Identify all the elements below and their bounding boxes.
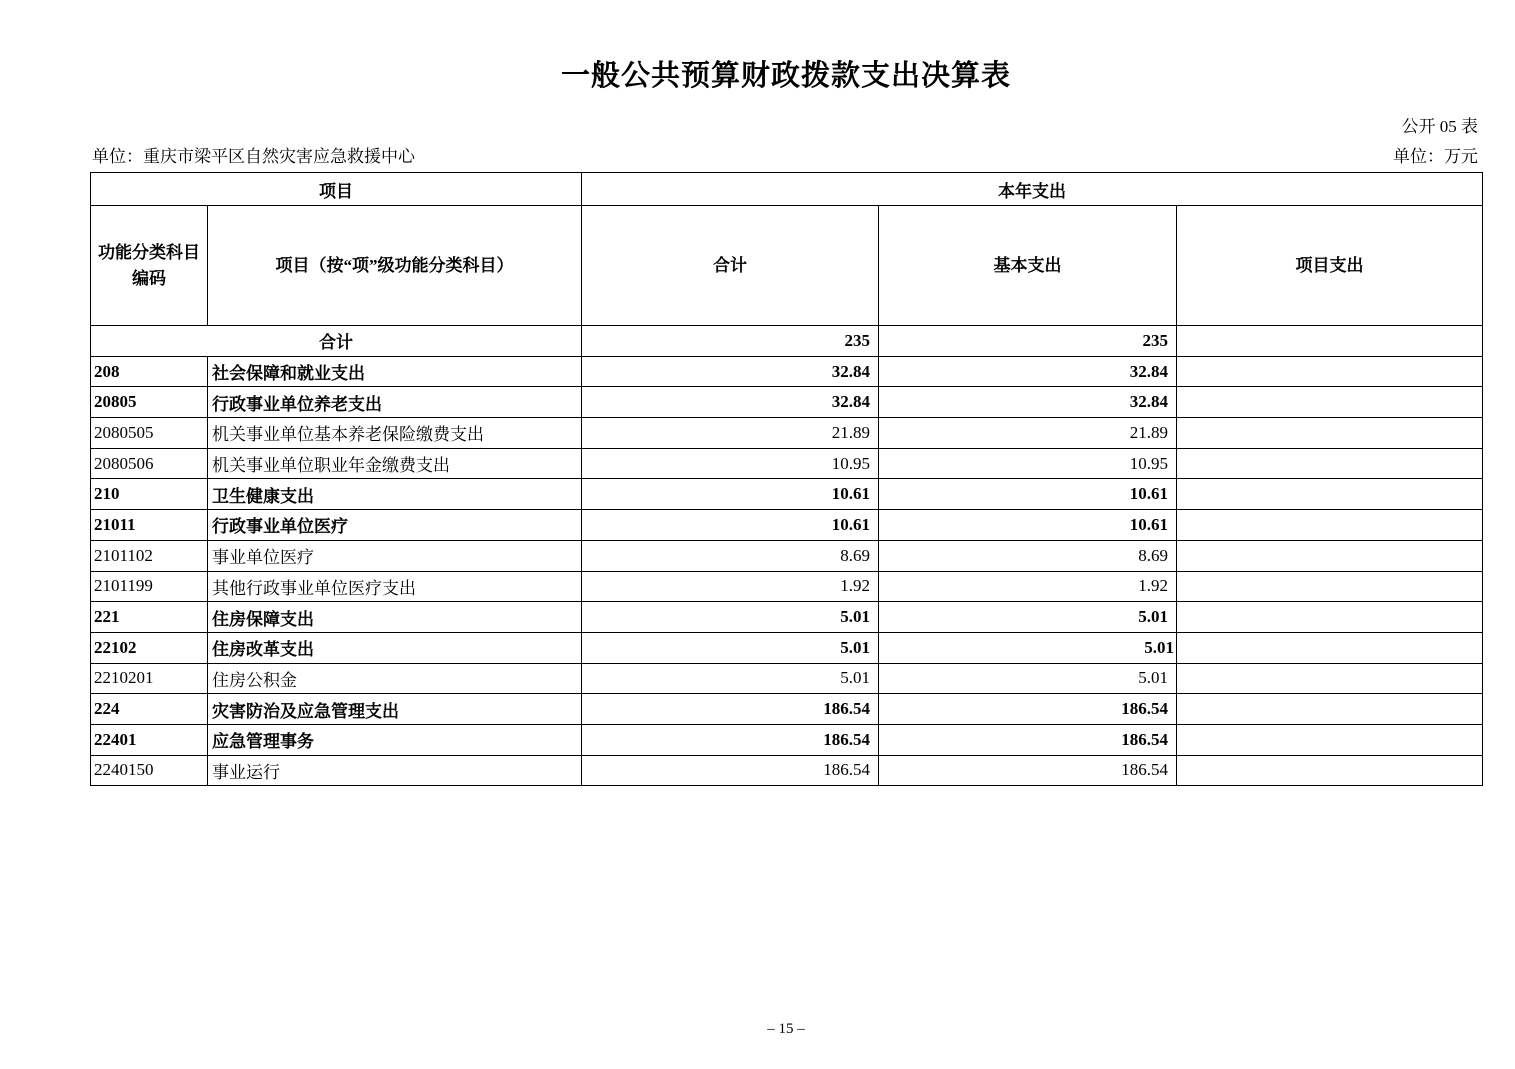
cell-code: 210 xyxy=(91,479,208,510)
cell-name: 合计 xyxy=(91,326,582,357)
table-row xyxy=(91,602,1483,633)
table-row xyxy=(91,479,1483,510)
cell-project xyxy=(1177,663,1483,694)
cell-basic: 10.61 xyxy=(879,510,1177,541)
cell-code: 2101102 xyxy=(91,540,208,571)
cell-total: 5.01 xyxy=(582,632,879,663)
expenditure-table xyxy=(90,172,1483,786)
table-row xyxy=(91,694,1483,725)
cell-name: 住房保障支出 xyxy=(208,602,582,633)
cell-code: 2240150 xyxy=(91,755,208,786)
cell-project xyxy=(1177,326,1483,357)
cell-project xyxy=(1177,602,1483,633)
table-row xyxy=(91,663,1483,694)
cell-code: 22102 xyxy=(91,632,208,663)
table-row xyxy=(91,326,1483,357)
cell-code: 20805 xyxy=(91,387,208,418)
table-row xyxy=(91,448,1483,479)
cell-code: 21011 xyxy=(91,510,208,541)
table-row xyxy=(91,571,1483,602)
cell-total: 235 xyxy=(582,326,879,357)
cell-project xyxy=(1177,724,1483,755)
col-header-code-line2: 编码 xyxy=(132,268,166,288)
cell-name: 应急管理事务 xyxy=(208,724,582,755)
unit-name: 单位：重庆市梁平区自然灾害应急救援中心 xyxy=(92,147,415,166)
cell-total: 10.61 xyxy=(582,479,879,510)
cell-code: 2210201 xyxy=(91,663,208,694)
cell-total: 10.95 xyxy=(582,448,879,479)
cell-name: 事业运行 xyxy=(208,755,582,786)
header-row-columns xyxy=(91,206,1483,326)
cell-project xyxy=(1177,694,1483,725)
cell-name: 住房改革支出 xyxy=(208,632,582,663)
cell-name: 事业单位医疗 xyxy=(208,540,582,571)
doc-label: 公开 05 表 xyxy=(1401,117,1478,136)
cell-name: 灾害防治及应急管理支出 xyxy=(208,694,582,725)
col-header-project-name: 项目（按“项”级功能分类科目） xyxy=(208,206,582,326)
table-row xyxy=(91,755,1483,786)
table-row xyxy=(91,510,1483,541)
cell-code: 208 xyxy=(91,356,208,387)
cell-total: 5.01 xyxy=(582,602,879,633)
cell-basic: 186.54 xyxy=(879,694,1177,725)
col-group-project: 项目 xyxy=(91,173,582,206)
cell-project xyxy=(1177,387,1483,418)
cell-code: 2101199 xyxy=(91,571,208,602)
cell-name: 其他行政事业单位医疗支出 xyxy=(208,571,582,602)
cell-code: 221 xyxy=(91,602,208,633)
cell-name: 机关事业单位基本养老保险缴费支出 xyxy=(208,418,582,449)
table-row xyxy=(91,356,1483,387)
cell-project xyxy=(1177,448,1483,479)
cell-project xyxy=(1177,571,1483,602)
col-header-total: 合计 xyxy=(582,206,879,326)
cell-name: 机关事业单位职业年金缴费支出 xyxy=(208,448,582,479)
cell-name: 社会保障和就业支出 xyxy=(208,356,582,387)
cell-project xyxy=(1177,418,1483,449)
cell-basic: 32.84 xyxy=(879,356,1177,387)
cell-name: 卫生健康支出 xyxy=(208,479,582,510)
cell-total: 8.69 xyxy=(582,540,879,571)
cell-total: 21.89 xyxy=(582,418,879,449)
cell-total: 186.54 xyxy=(582,694,879,725)
cell-code: 224 xyxy=(91,694,208,725)
table-row xyxy=(91,387,1483,418)
cell-basic: 10.95 xyxy=(879,448,1177,479)
cell-total: 186.54 xyxy=(582,724,879,755)
cell-basic: 186.54 xyxy=(879,724,1177,755)
cell-basic: 10.61 xyxy=(879,479,1177,510)
cell-total: 1.92 xyxy=(582,571,879,602)
cell-name: 行政事业单位养老支出 xyxy=(208,387,582,418)
cell-project xyxy=(1177,540,1483,571)
table-row xyxy=(91,724,1483,755)
table-row xyxy=(91,540,1483,571)
page-title: 一般公共预算财政拨款支出决算表 xyxy=(560,60,1011,92)
table-row xyxy=(91,632,1483,663)
cell-total: 186.54 xyxy=(582,755,879,786)
header-row-groups xyxy=(91,173,1483,206)
cell-basic: 5.01 xyxy=(879,602,1177,633)
col-header-code-line1: 功能分类科目 xyxy=(98,242,200,262)
cell-basic: 8.69 xyxy=(879,540,1177,571)
cell-name: 住房公积金 xyxy=(208,663,582,694)
cell-basic: 235 xyxy=(879,326,1177,357)
cell-basic: 5.01 xyxy=(879,632,1177,663)
cell-project xyxy=(1177,479,1483,510)
col-group-year-expense: 本年支出 xyxy=(582,173,1483,206)
cell-total: 10.61 xyxy=(582,510,879,541)
cell-project xyxy=(1177,632,1483,663)
col-header-code xyxy=(91,206,208,326)
cell-project xyxy=(1177,755,1483,786)
col-header-project-expense: 项目支出 xyxy=(1177,206,1483,326)
cell-basic: 1.92 xyxy=(879,571,1177,602)
cell-project xyxy=(1177,356,1483,387)
cell-project xyxy=(1177,510,1483,541)
cell-basic: 21.89 xyxy=(879,418,1177,449)
col-header-basic: 基本支出 xyxy=(879,206,1177,326)
table-row xyxy=(91,418,1483,449)
cell-total: 32.84 xyxy=(582,387,879,418)
cell-code: 2080505 xyxy=(91,418,208,449)
page-number: – 15 – xyxy=(767,1021,805,1037)
cell-basic: 186.54 xyxy=(879,755,1177,786)
cell-code: 22401 xyxy=(91,724,208,755)
cell-code: 2080506 xyxy=(91,448,208,479)
meta-row xyxy=(90,146,1482,167)
unit-measure: 单位：万元 xyxy=(1393,147,1478,166)
cell-basic: 32.84 xyxy=(879,387,1177,418)
cell-total: 32.84 xyxy=(582,356,879,387)
cell-total: 5.01 xyxy=(582,663,879,694)
cell-basic: 5.01 xyxy=(879,663,1177,694)
cell-name: 行政事业单位医疗 xyxy=(208,510,582,541)
